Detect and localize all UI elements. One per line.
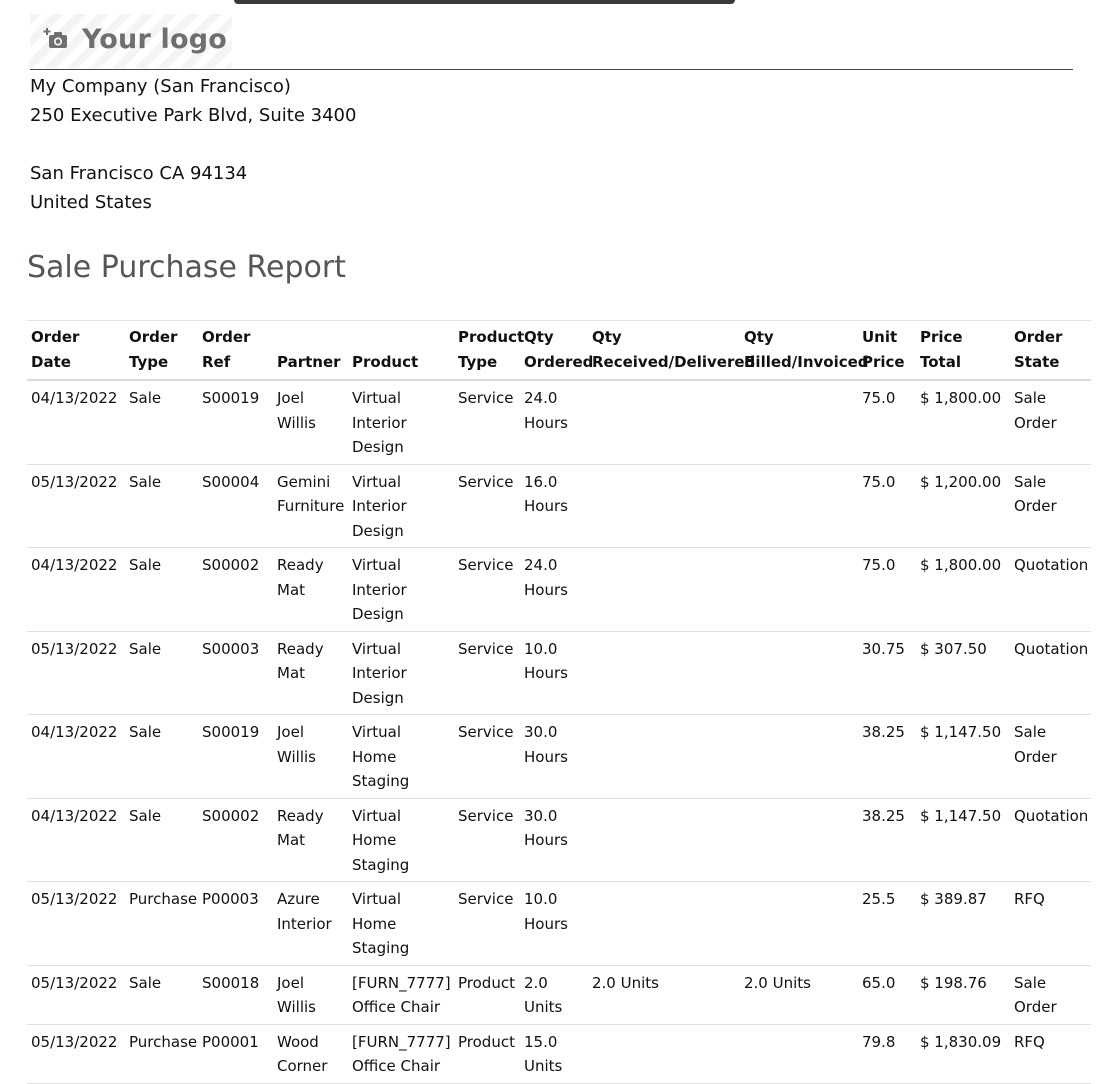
cell-qty-received — [588, 464, 740, 548]
cell-qty-ordered: 10.0 Hours — [520, 631, 588, 715]
cell-order-type: Purchase — [125, 882, 198, 966]
cell-product-type: Service — [454, 464, 520, 548]
cell-product-type: Product — [454, 965, 520, 1024]
cell-unit-price: 75.0 — [858, 548, 916, 632]
cell-unit-price: 65.0 — [858, 965, 916, 1024]
cell-qty-billed — [740, 380, 858, 464]
column-header-qty-ordered: Qty Ordered — [520, 321, 588, 381]
cell-order-type: Sale — [125, 965, 198, 1024]
cell-product: Virtual Home Staging — [348, 715, 454, 799]
cell-qty-received — [588, 1024, 740, 1083]
header-divider — [30, 69, 1073, 70]
column-header-price-total: Price Total — [916, 321, 1010, 381]
table-header-row — [27, 321, 1091, 381]
cell-order-date: 05/13/2022 — [27, 631, 125, 715]
cell-product-type: Service — [454, 548, 520, 632]
cell-unit-price: 75.0 — [858, 464, 916, 548]
cell-qty-ordered: 10.0 Hours — [520, 882, 588, 966]
cell-unit-price: 25.5 — [858, 882, 916, 966]
table-row — [27, 882, 1091, 966]
cell-product: Virtual Home Staging — [348, 798, 454, 882]
cell-qty-ordered: 24.0 Hours — [520, 380, 588, 464]
cell-order-date: 05/13/2022 — [27, 464, 125, 548]
cell-product-type: Product — [454, 1024, 520, 1083]
cell-price-total: $ 1,147.50 — [916, 798, 1010, 882]
cell-qty-billed — [740, 715, 858, 799]
cell-product: [FURN_7777] Office Chair — [348, 1024, 454, 1083]
report-title: Sale Purchase Report — [27, 250, 346, 285]
cell-order-ref: S00004 — [198, 464, 273, 548]
cell-product-type: Service — [454, 715, 520, 799]
cell-unit-price: 79.8 — [858, 1024, 916, 1083]
cell-order-date: 05/13/2022 — [27, 882, 125, 966]
table-row — [27, 631, 1091, 715]
column-header-order-state: Order State — [1010, 321, 1091, 381]
cell-unit-price: 38.25 — [858, 798, 916, 882]
cell-product: Virtual Interior Design — [348, 631, 454, 715]
cell-order-type: Sale — [125, 798, 198, 882]
cell-partner: Ready Mat — [273, 631, 348, 715]
column-header-order-date: Order Date — [27, 321, 125, 381]
table-row — [27, 965, 1091, 1024]
cell-order-ref: S00003 — [198, 631, 273, 715]
cell-unit-price: 30.75 — [858, 631, 916, 715]
cell-order-state: Sale Order — [1010, 715, 1091, 799]
cell-qty-billed — [740, 1024, 858, 1083]
cell-qty-received — [588, 631, 740, 715]
cell-price-total: $ 198.76 — [916, 965, 1010, 1024]
cell-order-ref: S00002 — [198, 548, 273, 632]
company-street: 250 Executive Park Blvd, Suite 3400 — [30, 105, 357, 126]
company-country: United States — [30, 192, 152, 213]
table-row — [27, 798, 1091, 882]
cell-price-total: $ 1,200.00 — [916, 464, 1010, 548]
cell-order-type: Sale — [125, 631, 198, 715]
cell-price-total: $ 389.87 — [916, 882, 1010, 966]
cell-unit-price: 38.25 — [858, 715, 916, 799]
cell-order-type: Sale — [125, 380, 198, 464]
cell-qty-received — [588, 380, 740, 464]
cell-qty-received — [588, 882, 740, 966]
cell-order-ref: P00001 — [198, 1024, 273, 1083]
cell-price-total: $ 1,800.00 — [916, 548, 1010, 632]
report-table — [27, 320, 1091, 1084]
cell-order-ref: S00018 — [198, 965, 273, 1024]
table-row — [27, 464, 1091, 548]
cell-qty-ordered: 16.0 Hours — [520, 464, 588, 548]
cell-order-state: Quotation — [1010, 631, 1091, 715]
cell-order-state: Sale Order — [1010, 965, 1091, 1024]
column-header-order-type: Order Type — [125, 321, 198, 381]
cell-order-state: RFQ — [1010, 882, 1091, 966]
cell-order-type: Sale — [125, 464, 198, 548]
cell-qty-received — [588, 548, 740, 632]
cell-partner: Joel Willis — [273, 965, 348, 1024]
cell-partner: Gemini Furniture — [273, 464, 348, 548]
cell-order-ref: S00002 — [198, 798, 273, 882]
cell-product: Virtual Interior Design — [348, 464, 454, 548]
cell-partner: Joel Willis — [273, 380, 348, 464]
camera-plus-icon — [42, 26, 70, 54]
column-header-partner: Partner — [273, 321, 348, 381]
cell-order-state: Quotation — [1010, 798, 1091, 882]
cell-order-ref: S00019 — [198, 380, 273, 464]
cell-qty-received — [588, 798, 740, 882]
cell-qty-billed — [740, 548, 858, 632]
company-name: My Company (San Francisco) — [30, 76, 291, 97]
cell-order-date: 05/13/2022 — [27, 1024, 125, 1083]
column-header-product: Product — [348, 321, 454, 381]
cell-product-type: Service — [454, 380, 520, 464]
company-city-line: San Francisco CA 94134 — [30, 163, 248, 184]
cell-price-total: $ 307.50 — [916, 631, 1010, 715]
column-header-qty-received: Qty Received/Delivered — [588, 321, 740, 381]
table-row — [27, 548, 1091, 632]
cell-order-type: Sale — [125, 715, 198, 799]
cell-product-type: Service — [454, 631, 520, 715]
cell-product-type: Service — [454, 798, 520, 882]
cell-price-total: $ 1,147.50 — [916, 715, 1010, 799]
cell-qty-ordered: 2.0 Units — [520, 965, 588, 1024]
cell-order-date: 04/13/2022 — [27, 380, 125, 464]
cell-partner: Joel Willis — [273, 715, 348, 799]
cell-qty-billed — [740, 798, 858, 882]
column-header-unit-price: Unit Price — [858, 321, 916, 381]
cell-qty-ordered: 30.0 Hours — [520, 715, 588, 799]
cell-qty-received: 2.0 Units — [588, 965, 740, 1024]
cell-product: Virtual Interior Design — [348, 548, 454, 632]
column-header-order-ref: Order Ref — [198, 321, 273, 381]
table-row — [27, 715, 1091, 799]
table-row — [27, 1024, 1091, 1083]
column-header-product-type: Product Type — [454, 321, 520, 381]
cell-order-date: 04/13/2022 — [27, 548, 125, 632]
cell-order-date: 04/13/2022 — [27, 715, 125, 799]
logo-text: Your logo — [82, 24, 228, 55]
cell-qty-billed — [740, 631, 858, 715]
cell-price-total: $ 1,800.00 — [916, 380, 1010, 464]
cell-partner: Azure Interior — [273, 882, 348, 966]
cell-order-ref: S00019 — [198, 715, 273, 799]
column-header-qty-billed: Qty Billed/Invoiced — [740, 321, 858, 381]
cell-partner: Wood Corner — [273, 1024, 348, 1083]
cell-order-state: RFQ — [1010, 1024, 1091, 1083]
company-logo — [30, 14, 232, 68]
cell-order-date: 05/13/2022 — [27, 965, 125, 1024]
cell-order-type: Sale — [125, 548, 198, 632]
cell-qty-ordered: 30.0 Hours — [520, 798, 588, 882]
cell-qty-billed — [740, 882, 858, 966]
company-street2 — [30, 130, 356, 159]
cell-product-type: Service — [454, 882, 520, 966]
cell-product: Virtual Home Staging — [348, 882, 454, 966]
cell-qty-billed: 2.0 Units — [740, 965, 858, 1024]
cell-order-state: Quotation — [1010, 548, 1091, 632]
cell-qty-ordered: 15.0 Units — [520, 1024, 588, 1083]
cell-order-state: Sale Order — [1010, 464, 1091, 548]
cell-order-date: 04/13/2022 — [27, 798, 125, 882]
cell-qty-ordered: 24.0 Hours — [520, 548, 588, 632]
cell-qty-billed — [740, 464, 858, 548]
cell-unit-price: 75.0 — [858, 380, 916, 464]
top-scroll-bar[interactable] — [234, 0, 735, 4]
cell-partner: Ready Mat — [273, 798, 348, 882]
cell-partner: Ready Mat — [273, 548, 348, 632]
cell-order-type: Purchase — [125, 1024, 198, 1083]
cell-price-total: $ 1,830.09 — [916, 1024, 1010, 1083]
cell-product: [FURN_7777] Office Chair — [348, 965, 454, 1024]
cell-qty-received — [588, 715, 740, 799]
cell-order-state: Sale Order — [1010, 380, 1091, 464]
cell-product: Virtual Interior Design — [348, 380, 454, 464]
company-address — [30, 72, 356, 217]
table-row — [27, 380, 1091, 464]
cell-order-ref: P00003 — [198, 882, 273, 966]
